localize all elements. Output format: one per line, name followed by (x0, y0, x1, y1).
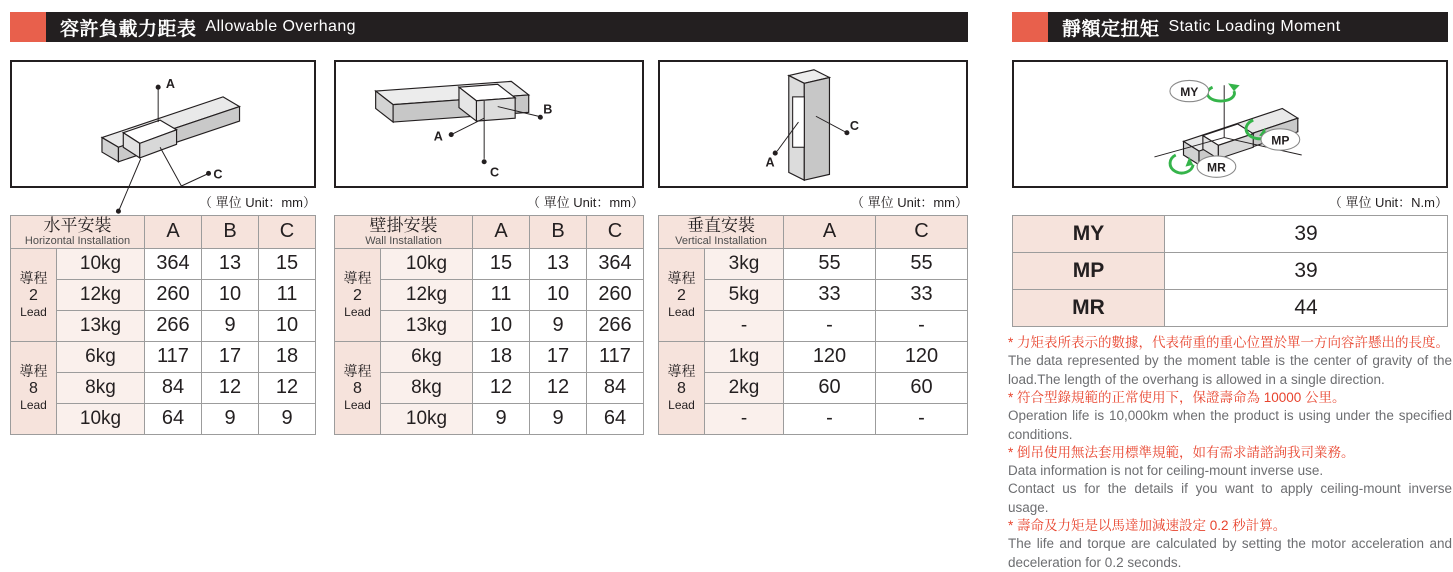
table-row (335, 279, 644, 310)
lead-label-cn: 導程 (343, 363, 372, 380)
section-title-cn: 靜額定扭矩 (1062, 18, 1160, 40)
value-cell: 12 (473, 372, 530, 403)
value-cell: 9 (530, 310, 587, 341)
value-cell: 10 (530, 279, 587, 310)
svg-text:C: C (489, 165, 500, 180)
table-row (659, 279, 968, 310)
lead-label-en: Lead (344, 304, 371, 319)
horizontal-actuator-diagram (12, 62, 314, 186)
svg-text:C: C (849, 118, 859, 133)
lead-label-cn: 導程 (343, 270, 372, 287)
svg-text:A: A (433, 129, 443, 144)
note-line: Contact us for the details if you want to apply ceiling-mount inverse usage. (1008, 481, 1452, 515)
table-row (659, 341, 968, 372)
lead-label-en: Lead (20, 304, 47, 319)
value-cell: - (876, 403, 968, 434)
value-cell: - (876, 310, 968, 341)
table-header-row (659, 216, 968, 249)
table-title-cn: 壁掛安裝 (369, 216, 438, 235)
moment-axis-label: MR (1013, 290, 1165, 327)
value-cell: 364 (587, 248, 644, 279)
value-cell: 9 (473, 403, 530, 434)
lead-number: 8 (677, 380, 686, 398)
lead-label-cn: 導程 (667, 363, 696, 380)
load-cell: 6kg (381, 341, 473, 372)
value-cell: 13 (530, 248, 587, 279)
value-cell: 10 (202, 279, 259, 310)
lead-number: 2 (29, 287, 38, 305)
value-cell: 266 (587, 310, 644, 341)
figure-wall-installation (334, 60, 644, 188)
value-cell: 64 (145, 403, 202, 434)
svg-text:C: C (213, 167, 223, 182)
note-line: Data information is not for ceiling-mount inverse use. (1008, 463, 1324, 479)
unit-caption: （ 單位 Unit：mm） (850, 195, 968, 210)
value-cell: 17 (530, 341, 587, 372)
value-cell: 11 (473, 279, 530, 310)
table-title-cn: 水平安裝 (43, 216, 112, 235)
value-cell: 364 (145, 248, 202, 279)
table-title-cn: 垂直安裝 (687, 216, 755, 235)
unit-caption: （ 單位 Unit：mm） (198, 195, 316, 210)
load-cell: 5kg (705, 279, 784, 310)
accent-swatch (10, 12, 46, 42)
value-cell: 260 (145, 279, 202, 310)
table-row (659, 403, 968, 434)
value-cell: 18 (259, 341, 316, 372)
value-cell: 15 (259, 248, 316, 279)
lead-group-8 (11, 341, 57, 434)
svg-text:MR: MR (1207, 160, 1226, 175)
load-cell: 2kg (705, 372, 784, 403)
table-title-en: Wall Installation (365, 234, 442, 247)
section-header-allowable-overhang (10, 12, 968, 42)
table-row (11, 372, 316, 403)
table-row (659, 310, 968, 341)
column-header-c: C (587, 216, 644, 249)
section-title-en: Allowable Overhang (205, 18, 356, 35)
lead-label-cn: 導程 (19, 270, 48, 287)
column-header-c: C (259, 216, 316, 249)
lead-group-2 (11, 248, 57, 341)
note-line: The life and torque are calculated by setting the motor acceleration and deceleration for 0.2 seconds. (1008, 536, 1452, 570)
value-cell: 117 (145, 341, 202, 372)
value-cell: 9 (202, 403, 259, 434)
value-cell: 12 (202, 372, 259, 403)
moment-axes-diagram (1014, 62, 1446, 186)
notes-block (1008, 334, 1452, 572)
column-header-c: C (876, 216, 968, 249)
table-row (335, 310, 644, 341)
value-cell: 60 (876, 372, 968, 403)
table-row (11, 310, 316, 341)
table-title-cell (335, 216, 473, 249)
value-cell: 17 (202, 341, 259, 372)
note-line: * 力矩表所表示的數據，代表荷重的重心位置於單一方向容許懸出的長度。 (1008, 335, 1450, 350)
table-row (1013, 290, 1448, 327)
table-row (11, 279, 316, 310)
svg-text:MP: MP (1271, 133, 1290, 148)
value-cell: 120 (784, 341, 876, 372)
section-title-en: Static Loading Moment (1168, 18, 1341, 35)
load-cell: 13kg (381, 310, 473, 341)
load-cell: - (705, 403, 784, 434)
value-cell: 10 (259, 310, 316, 341)
lead-group-2 (659, 248, 705, 341)
table-row (1013, 253, 1448, 290)
section-header-bar (46, 12, 968, 42)
vertical-actuator-diagram (660, 62, 966, 186)
value-cell: 266 (145, 310, 202, 341)
table-title-en: Horizontal Installation (24, 234, 131, 247)
value-cell: 84 (145, 372, 202, 403)
value-cell: 55 (876, 248, 968, 279)
load-cell: 10kg (57, 248, 145, 279)
column-header-a: A (784, 216, 876, 249)
load-cell: 1kg (705, 341, 784, 372)
value-cell: 55 (784, 248, 876, 279)
table-horizontal-installation (10, 215, 316, 435)
value-cell: 84 (587, 372, 644, 403)
table-title-cell (11, 216, 145, 249)
lead-number: 8 (29, 380, 38, 398)
moment-axis-label: MP (1013, 253, 1165, 290)
lead-group-8 (335, 341, 381, 434)
table-row (335, 372, 644, 403)
accent-swatch (1012, 12, 1048, 42)
value-cell: 33 (784, 279, 876, 310)
lead-number: 2 (677, 287, 686, 305)
lead-label-cn: 導程 (19, 363, 48, 380)
table-row (335, 403, 644, 434)
unit-caption: （ 單位 Unit：N.m） (1328, 195, 1448, 210)
svg-text:B: B (543, 102, 553, 117)
column-header-b: B (530, 216, 587, 249)
table-row (11, 248, 316, 279)
table-vertical-installation (658, 215, 968, 435)
table-title-cell (659, 216, 784, 249)
load-cell: 12kg (381, 279, 473, 310)
column-header-a: A (145, 216, 202, 249)
value-cell: 260 (587, 279, 644, 310)
figure-moment-directions (1012, 60, 1448, 188)
note-line: * 符合型錄規範的正常使用下，保證壽命為 10000 公里。 (1008, 389, 1346, 405)
value-cell: 33 (876, 279, 968, 310)
load-cell: 10kg (381, 248, 473, 279)
value-cell: - (784, 403, 876, 434)
note-line: * 倒吊使用無法套用標準規範，如有需求請諮詢我司業務。 (1008, 444, 1355, 460)
value-cell: 9 (530, 403, 587, 434)
value-cell: - (784, 310, 876, 341)
lead-number: 8 (353, 380, 362, 398)
value-cell: 64 (587, 403, 644, 434)
value-cell: 120 (876, 341, 968, 372)
load-cell: - (705, 310, 784, 341)
table-row (1013, 216, 1448, 253)
load-cell: 6kg (57, 341, 145, 372)
svg-text:MY: MY (1180, 84, 1199, 99)
lead-label-en: Lead (668, 304, 695, 319)
note-line: Operation life is 10,000km when the product is using under the specified conditions. (1008, 408, 1452, 442)
unit-caption: （ 單位 Unit：mm） (526, 195, 644, 210)
figure-horizontal-installation (10, 60, 316, 188)
lead-number: 2 (353, 287, 362, 305)
value-cell: 12 (259, 372, 316, 403)
note-line: * 壽命及力矩是以馬達加減速設定 0.2 秒計算。 (1008, 518, 1287, 534)
table-row (659, 372, 968, 403)
value-cell: 13 (202, 248, 259, 279)
moment-value: 39 (1165, 216, 1448, 253)
column-header-a: A (473, 216, 530, 249)
section-header-static-loading-moment (1012, 12, 1448, 42)
wall-actuator-diagram (336, 62, 642, 186)
note-line: The data represented by the moment table is the center of gravity of the load.The length of the overhang is allowed in a single direction. (1008, 353, 1452, 387)
load-cell: 13kg (57, 310, 145, 341)
table-wall-installation (334, 215, 644, 435)
table-header-row (11, 216, 316, 249)
value-cell: 11 (259, 279, 316, 310)
value-cell: 9 (202, 310, 259, 341)
table-title-en: Vertical Installation (675, 234, 767, 247)
value-cell: 18 (473, 341, 530, 372)
load-cell: 12kg (57, 279, 145, 310)
table-row (335, 248, 644, 279)
value-cell: 117 (587, 341, 644, 372)
svg-text:A: A (765, 155, 775, 170)
section-title-cn: 容許負載力距表 (60, 18, 197, 40)
svg-text:A: A (165, 77, 175, 92)
table-row (11, 403, 316, 434)
value-cell: 12 (530, 372, 587, 403)
moment-value: 39 (1165, 253, 1448, 290)
table-header-row (335, 216, 644, 249)
table-static-loading-moment (1012, 215, 1448, 327)
figure-vertical-installation (658, 60, 968, 188)
load-cell: 10kg (57, 403, 145, 434)
load-cell: 10kg (381, 403, 473, 434)
table-row (659, 248, 968, 279)
lead-label-en: Lead (344, 397, 371, 412)
value-cell: 9 (259, 403, 316, 434)
load-cell: 8kg (57, 372, 145, 403)
lead-group-2 (335, 248, 381, 341)
lead-label-en: Lead (668, 397, 695, 412)
moment-value: 44 (1165, 290, 1448, 327)
table-row (11, 341, 316, 372)
lead-label-cn: 導程 (667, 270, 696, 287)
moment-axis-label: MY (1013, 216, 1165, 253)
value-cell: 10 (473, 310, 530, 341)
lead-group-8 (659, 341, 705, 434)
value-cell: 15 (473, 248, 530, 279)
table-row (335, 341, 644, 372)
value-cell: 60 (784, 372, 876, 403)
section-header-bar (1048, 12, 1448, 42)
column-header-b: B (202, 216, 259, 249)
load-cell: 8kg (381, 372, 473, 403)
load-cell: 3kg (705, 248, 784, 279)
lead-label-en: Lead (20, 397, 47, 412)
